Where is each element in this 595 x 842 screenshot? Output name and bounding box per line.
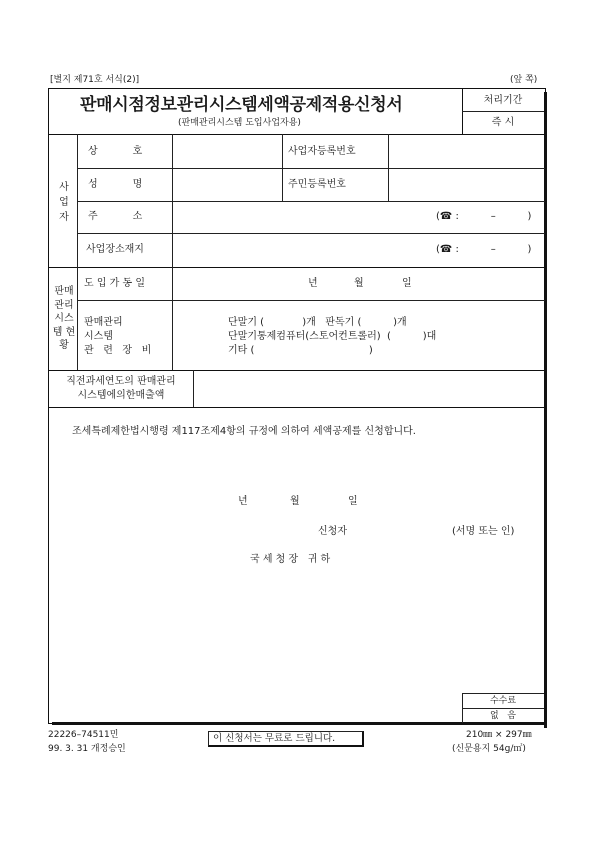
divider bbox=[49, 407, 545, 408]
processing-label: 처리기간 bbox=[483, 95, 523, 106]
equipment-line-2: 단말기통제컴퓨터(스토어컨트롤러) ( )대 bbox=[228, 331, 437, 342]
divider bbox=[77, 267, 78, 370]
fee-label: 수수료 bbox=[489, 696, 517, 706]
fee-value: 없 음 bbox=[490, 711, 516, 721]
free-notice: 이 신청서는 무료로 드립니다. bbox=[208, 731, 364, 747]
divider bbox=[77, 300, 545, 301]
approval-date: 99. 3. 31 개정승인 bbox=[48, 744, 126, 754]
sales-label-1: 직전과세연도의 판매관리 bbox=[66, 376, 176, 387]
sales-label-2: 시스템에의한매출액 bbox=[77, 390, 165, 401]
divider bbox=[462, 111, 544, 112]
address-field[interactable] bbox=[173, 202, 433, 232]
divider bbox=[462, 708, 544, 709]
equipment-label-2: 시스템 bbox=[84, 331, 113, 342]
equipment-line-1: 단말기 ( )개 판독기 ( )개 bbox=[228, 317, 407, 328]
divider bbox=[462, 693, 544, 694]
paper-type: (신문용지 54g/㎡) bbox=[452, 744, 526, 754]
form-subtitle: (판매관리시스템 도입사업자용) bbox=[178, 118, 301, 128]
divider bbox=[282, 134, 283, 201]
frame-shadow-right bbox=[544, 92, 547, 728]
name-field[interactable] bbox=[173, 169, 281, 200]
name-label: 성 명 bbox=[88, 179, 143, 190]
divider bbox=[49, 267, 545, 268]
resident-number-label: 주민등록번호 bbox=[288, 179, 346, 190]
form-code: 22226–74511민 bbox=[48, 730, 119, 740]
frame-shadow-bottom bbox=[52, 722, 547, 725]
intro-date-label: 도 입 가 동 일 bbox=[84, 278, 146, 289]
form-number: [별지 제71호 서식(2)] bbox=[50, 75, 140, 85]
equipment-line-3: 기타 ( ) bbox=[228, 345, 373, 356]
declaration-year: 년 bbox=[238, 496, 248, 507]
business-section-label: 사 업 자 bbox=[59, 182, 69, 223]
processing-value: 즉 시 bbox=[491, 117, 515, 128]
workplace-phone: (☎ : – ) bbox=[436, 244, 532, 255]
address-label: 주 소 bbox=[88, 211, 143, 222]
trade-name-field[interactable] bbox=[173, 135, 281, 167]
signature-label[interactable]: (서명 또는 인) bbox=[452, 526, 515, 537]
business-reg-number-label: 사업자등록번호 bbox=[288, 146, 356, 157]
workplace-label: 사업장소재지 bbox=[86, 244, 144, 255]
business-reg-number-field[interactable] bbox=[389, 135, 544, 167]
applicant-label: 신청자 bbox=[318, 526, 347, 537]
form-title: 판매시점정보관리시스템세액공제적용신청서 bbox=[80, 95, 403, 115]
declaration-statement: 조세특례제한법시행령 제117조제4항의 규정에 의하여 세액공제를 신청합니다. bbox=[72, 426, 416, 437]
trade-name-label: 상 호 bbox=[88, 146, 143, 157]
declaration-month: 월 bbox=[290, 496, 300, 507]
resident-number-field[interactable] bbox=[389, 169, 544, 200]
intro-date-month: 월 bbox=[354, 278, 364, 289]
addressee: 국 세 청 장 귀 하 bbox=[250, 554, 331, 565]
paper-size: 210㎜ × 297㎜ bbox=[466, 730, 532, 740]
address-phone: (☎ : – ) bbox=[436, 211, 532, 222]
page-side: (앞 쪽) bbox=[510, 75, 538, 85]
sales-amount-field[interactable] bbox=[194, 371, 544, 406]
intro-date-year: 년 bbox=[308, 278, 318, 289]
equipment-label-3: 관 련 장 비 bbox=[84, 345, 152, 356]
intro-date-day: 일 bbox=[402, 278, 412, 289]
divider bbox=[172, 267, 173, 370]
workplace-field[interactable] bbox=[173, 234, 433, 266]
system-section-label: 판매 관리 시스 템 현황 bbox=[52, 286, 76, 351]
equipment-label-1: 판매관리 bbox=[84, 317, 123, 328]
declaration-day: 일 bbox=[348, 496, 358, 507]
